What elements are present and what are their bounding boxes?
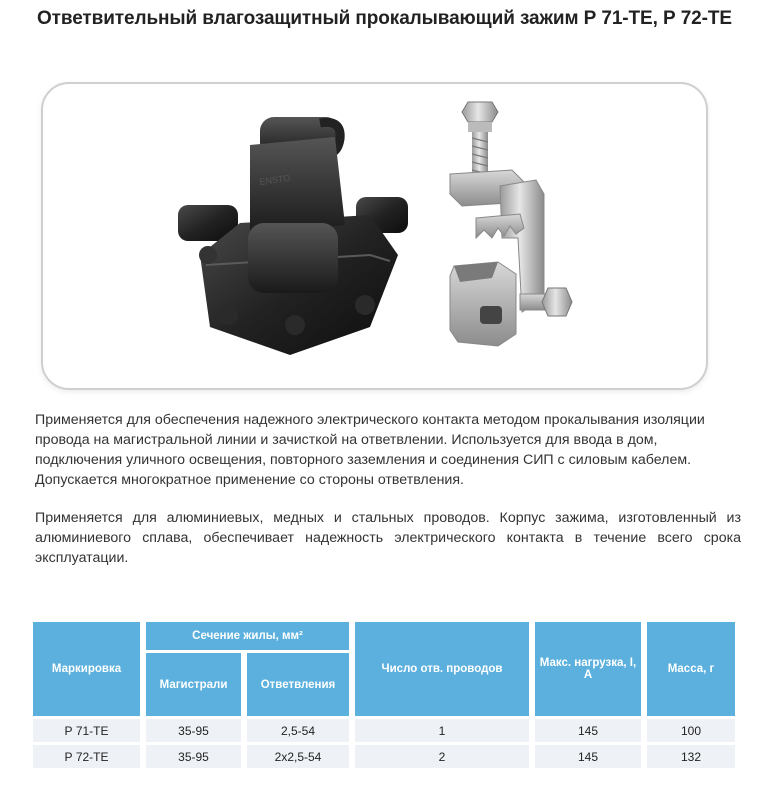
metal-piercing-clamp-image: [440, 98, 590, 358]
header-marking: Маркировка: [33, 622, 140, 716]
cell-wires: 2: [355, 745, 529, 768]
cell-marking: Р 72-ТЕ: [33, 745, 140, 768]
header-mass: Масса, г: [647, 622, 735, 716]
description-paragraph-2: Применяется для алюминиевых, медных и стальных проводов. Корпус зажима, изготовленный из алюминиевого сплава, обеспечивает надежность электрического контакта в течение всего срока эксплуатации.: [35, 510, 741, 566]
table-row: [33, 719, 735, 742]
svg-text:ENSTO: ENSTO: [258, 172, 291, 187]
header-main: Магистрали: [146, 653, 241, 716]
header-branch: Ответвления: [247, 653, 349, 716]
cell-main: 35-95: [146, 719, 241, 742]
cell-load: 145: [535, 719, 641, 742]
cell-main: 35-95: [146, 745, 241, 768]
page-title: Ответвительный влагозащитный прокалывающий зажим Р 71-ТЕ, Р 72-ТЕ: [37, 8, 732, 29]
cell-load: 145: [535, 745, 641, 768]
cell-mass: 132: [647, 745, 735, 768]
cell-marking: Р 71-ТЕ: [33, 719, 140, 742]
spec-table: [27, 619, 741, 771]
header-wires: Число отв. проводов: [355, 622, 529, 716]
header-section: Сечение жилы, мм²: [146, 622, 349, 650]
header-load: Макс. нагрузка, I, А: [535, 622, 641, 716]
description-paragraph-1: Применяется для обеспечения надежного электрического контакта методом прокалывания изоляции провода на магистральной линии и зачисткой на ответвлении. Используется для ввода в дом, подключения уличного освещения, повторного заземления и соединения СИП с силовым кабелем. Допускается многократное применение со стороны ответвления.: [35, 412, 705, 488]
cell-mass: 100: [647, 719, 735, 742]
black-insulated-clamp-image: [170, 105, 410, 365]
cell-branch: 2х2,5-54: [247, 745, 349, 768]
cell-wires: 1: [355, 719, 529, 742]
cell-branch: 2,5-54: [247, 719, 349, 742]
table-row: [33, 745, 735, 768]
